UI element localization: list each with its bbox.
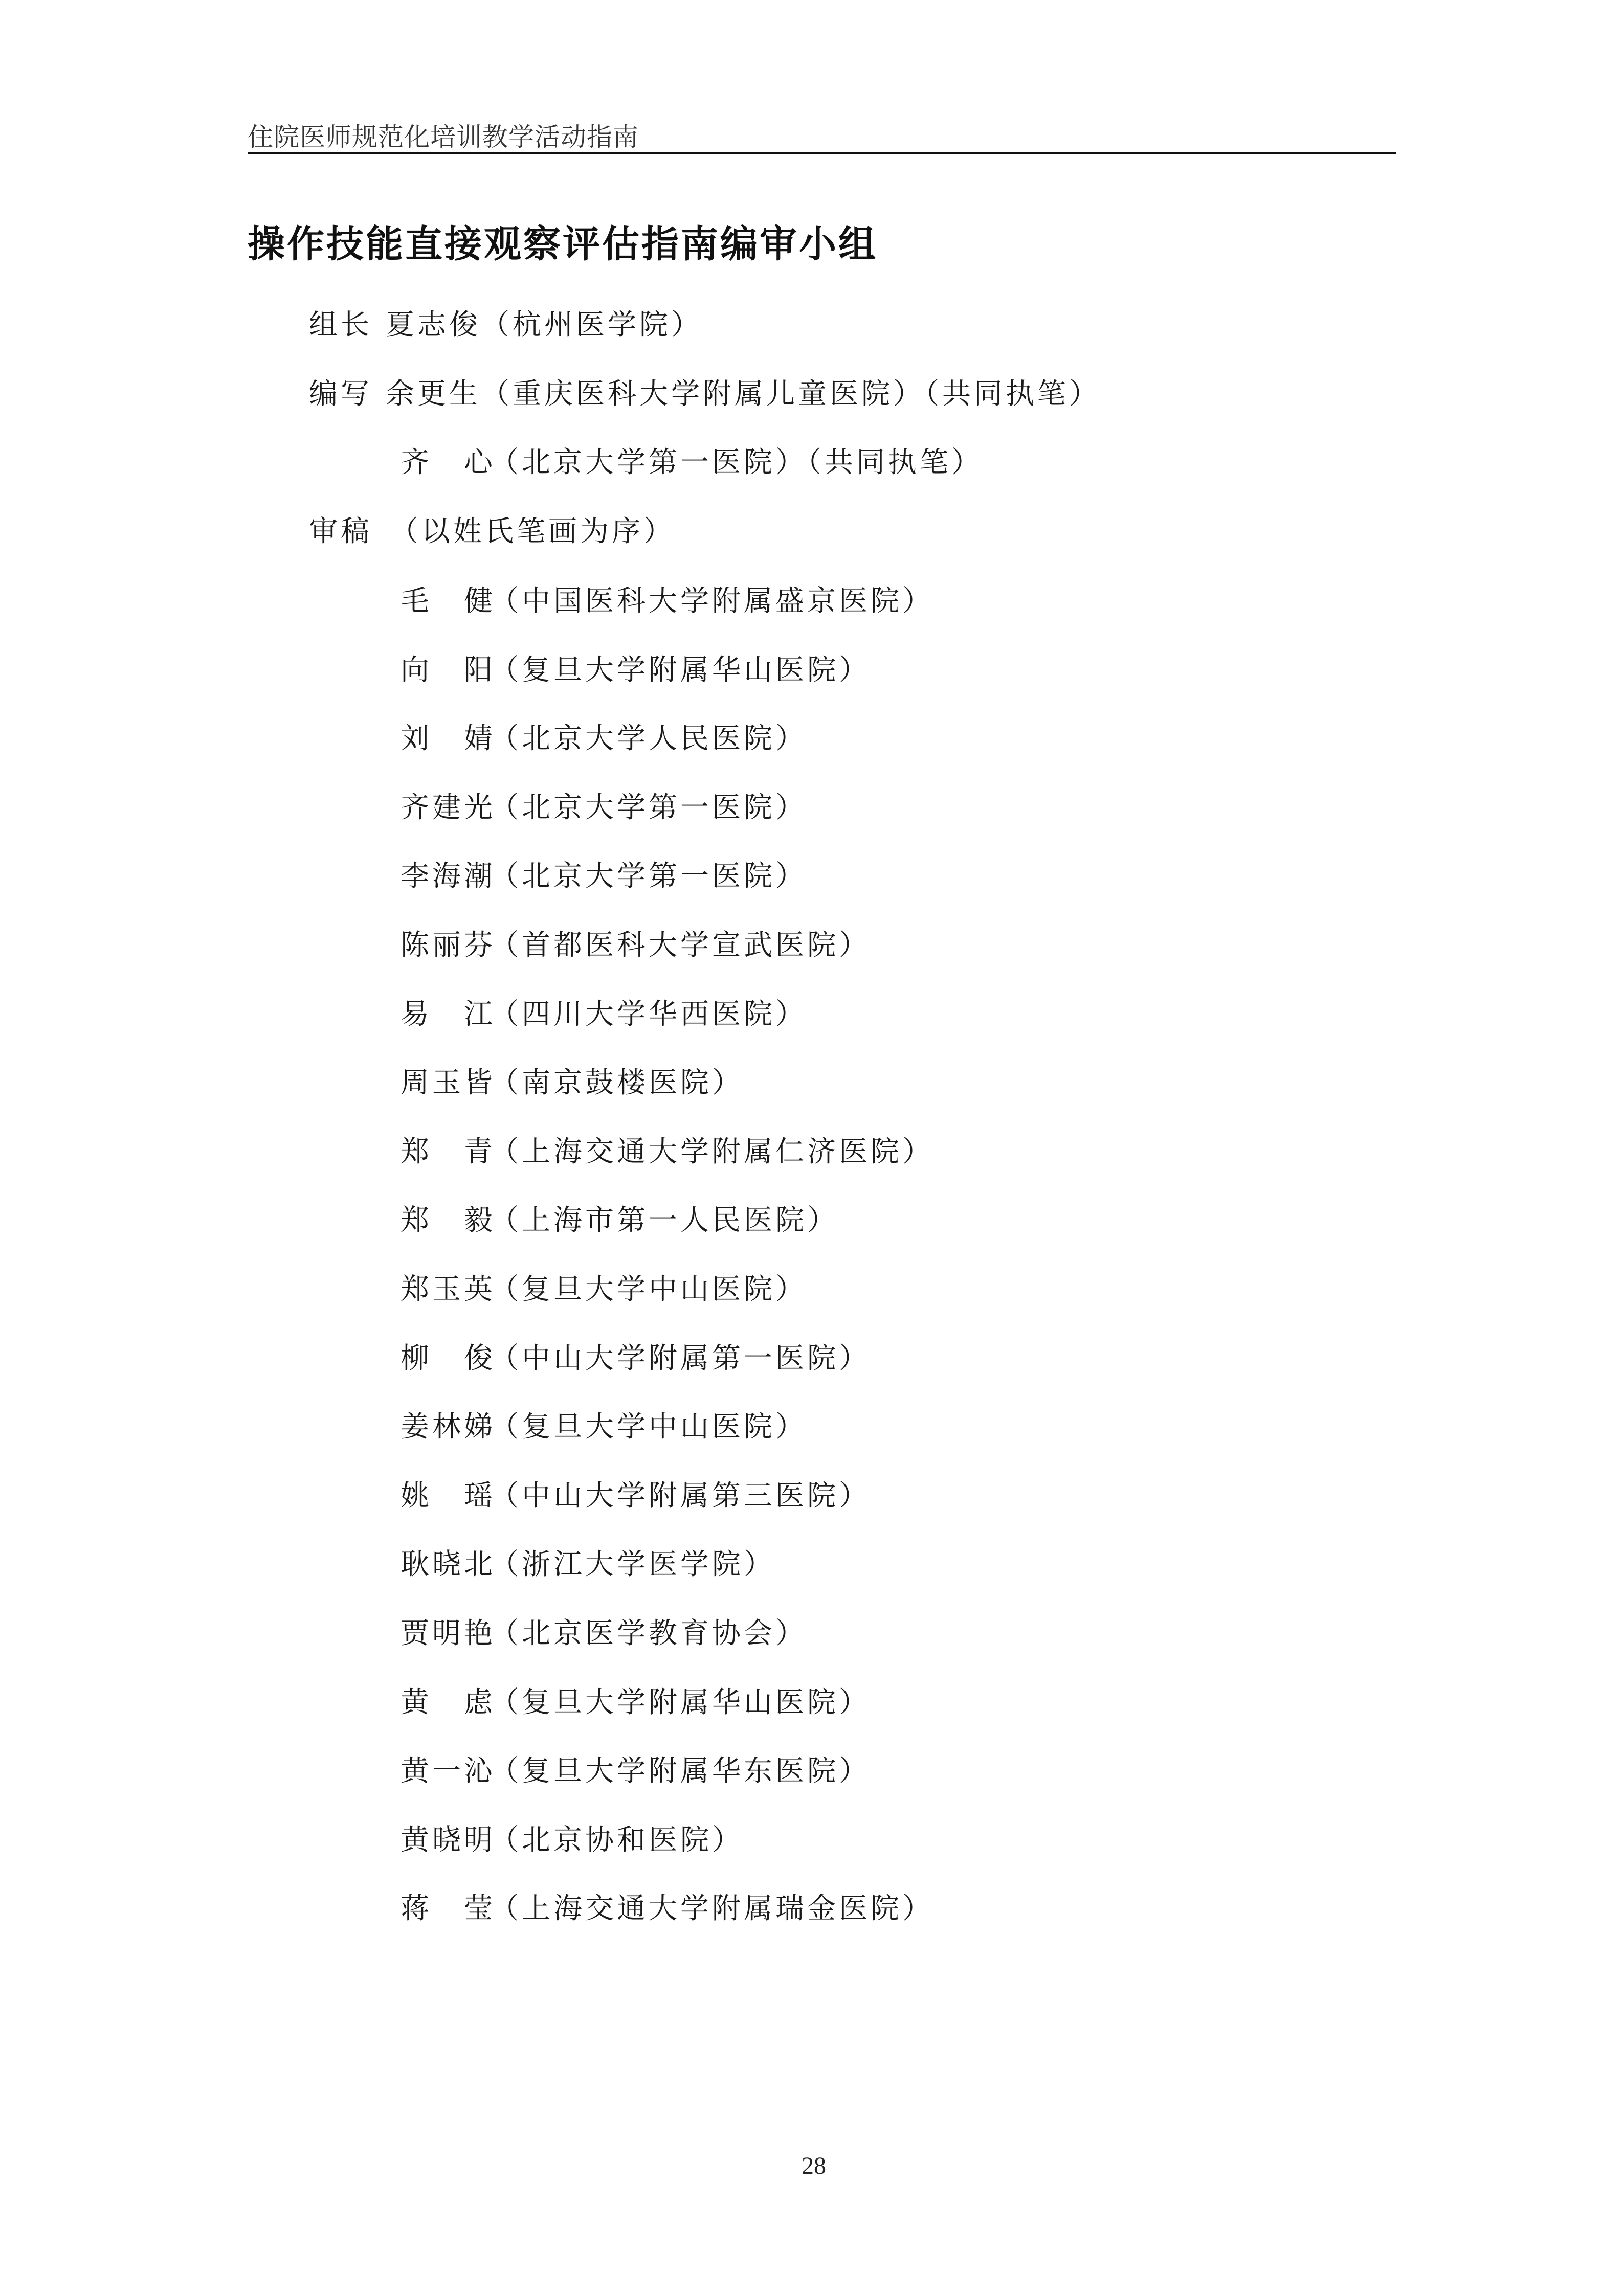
reviewer-name: 柳 俊 <box>401 1342 496 1375</box>
reviewer-affiliation: （北京大学人民医院） <box>490 722 807 755</box>
reviewer-affiliation: （北京医学教育协会） <box>490 1617 807 1650</box>
reviewer-name: 姚 瑶 <box>401 1479 496 1513</box>
reviewer-name: 黄 虑 <box>401 1686 496 1719</box>
reviewer-affiliation: （复旦大学中山医院） <box>490 1410 807 1444</box>
reviewer-affiliation: （复旦大学附属华山医院） <box>490 1686 871 1719</box>
reviewer-affiliation: （复旦大学附属华东医院） <box>490 1754 871 1788</box>
reviewer-name: 黄晓明 <box>401 1824 496 1857</box>
reviewer-affiliation: （北京大学第一医院） <box>490 860 807 893</box>
page-number: 28 <box>802 2152 826 2179</box>
writers-label: 编写 <box>309 377 372 411</box>
reviewer-affiliation: （北京协和医院） <box>490 1824 744 1857</box>
reviewer-name: 刘 婧 <box>401 722 496 755</box>
reviewer-affiliation: （中山大学附属第一医院） <box>490 1342 871 1375</box>
reviewer-affiliation: （浙江大学医学院） <box>490 1548 775 1581</box>
reviewer-affiliation: （南京鼓楼医院） <box>490 1066 744 1099</box>
reviewer-name: 毛 健 <box>401 584 496 618</box>
reviewer-name: 郑玉英 <box>401 1273 496 1306</box>
writer-name: 余更生 <box>386 377 481 411</box>
reviewer-name: 黄一沁 <box>401 1754 496 1788</box>
leader-affiliation: （杭州医学院） <box>481 308 703 342</box>
reviewer-affiliation: （复旦大学附属华山医院） <box>490 654 871 687</box>
header-rule <box>248 152 1396 154</box>
reviewer-name: 齐建光 <box>401 791 496 824</box>
reviewer-affiliation: （四川大学华西医院） <box>490 998 807 1031</box>
reviewer-affiliation: （中国医科大学附属盛京医院） <box>490 584 934 618</box>
running-header: 住院医师规范化培训教学活动指南 <box>248 122 639 152</box>
reviewer-name: 郑 青 <box>401 1135 496 1168</box>
writer-affiliation: （重庆医科大学附属儿童医院）（共同执笔） <box>481 377 1101 411</box>
reviewer-name: 陈丽芬 <box>401 929 496 962</box>
reviewer-affiliation: （上海市第一人民医院） <box>490 1204 839 1237</box>
reviewer-name: 耿晓北 <box>401 1548 496 1581</box>
reviewer-affiliation: （上海交通大学附属仁济医院） <box>490 1135 934 1168</box>
reviewers-label: 审稿 <box>309 515 372 548</box>
reviewer-name: 姜林娣 <box>401 1410 496 1444</box>
leader-label: 组长 <box>309 308 372 342</box>
writer-name: 齐 心 <box>401 446 496 479</box>
reviewers-note: （以姓氏笔画为序） <box>390 515 675 548</box>
reviewer-name: 贾明艳 <box>401 1617 496 1650</box>
reviewer-name: 蒋 莹 <box>401 1892 496 1925</box>
reviewer-name: 李海潮 <box>401 860 496 893</box>
leader-name: 夏志俊 <box>386 308 481 342</box>
reviewer-name: 向 阳 <box>401 654 496 687</box>
reviewer-name: 易 江 <box>401 998 496 1031</box>
writer-affiliation: （北京大学第一医院）（共同执笔） <box>490 446 983 479</box>
reviewer-affiliation: （复旦大学中山医院） <box>490 1273 807 1306</box>
reviewer-affiliation: （首都医科大学宣武医院） <box>490 929 871 962</box>
reviewer-name: 周玉皆 <box>401 1066 496 1099</box>
page-title: 操作技能直接观察评估指南编审小组 <box>248 222 878 266</box>
reviewer-affiliation: （上海交通大学附属瑞金医院） <box>490 1892 934 1925</box>
reviewer-affiliation: （中山大学附属第三医院） <box>490 1479 871 1513</box>
reviewer-affiliation: （北京大学第一医院） <box>490 791 807 824</box>
reviewer-name: 郑 毅 <box>401 1204 496 1237</box>
